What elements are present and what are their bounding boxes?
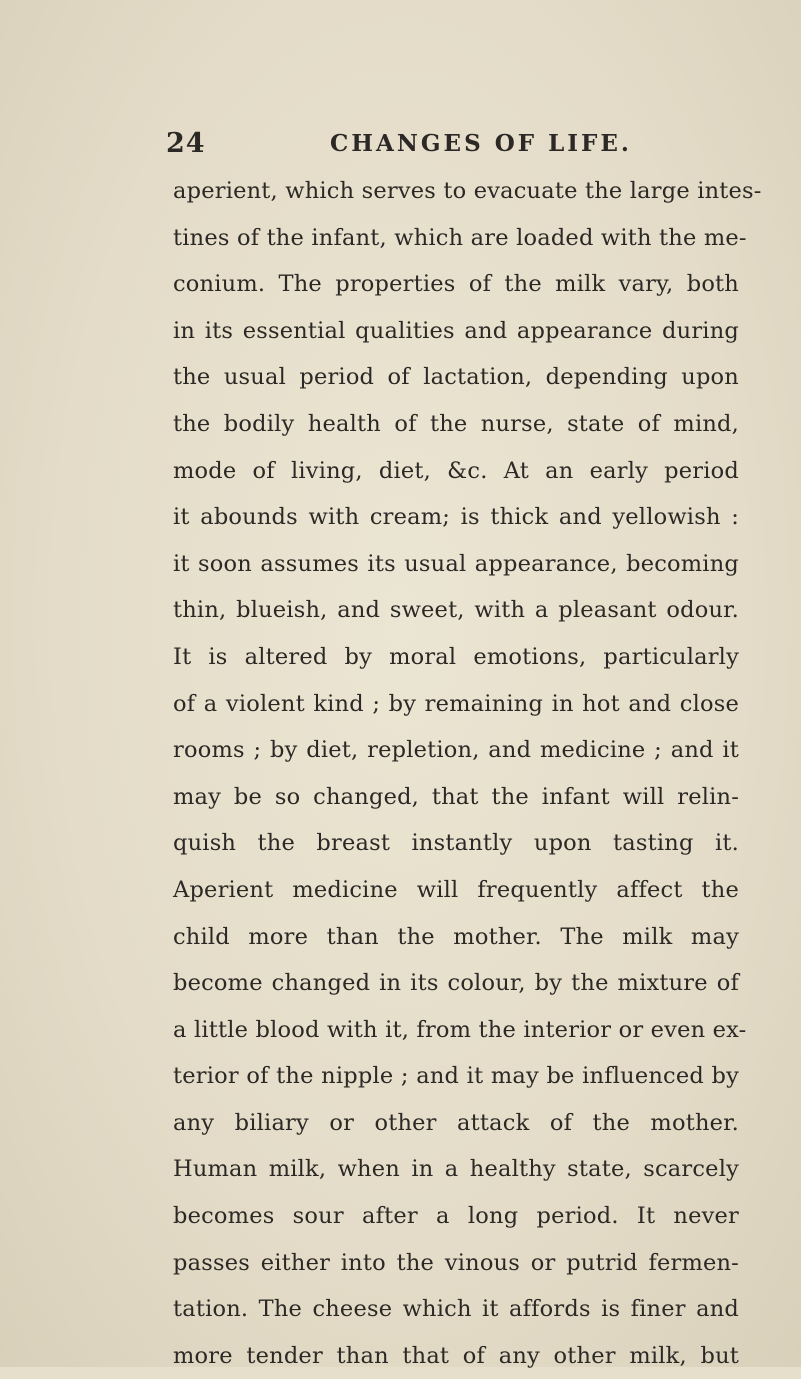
text-line: may be so changed, that the infant will relin- [173, 783, 739, 810]
running-head [0, 128, 801, 168]
text-line: Human milk, when in a healthy state, scarcely [173, 1156, 739, 1183]
text-line: It is altered by moral emotions, particularly [173, 643, 739, 670]
text-line: Aperient medicine will frequently affect the [173, 876, 739, 903]
page-heading: CHANGES OF LIFE. [330, 130, 632, 157]
text-line: any biliary or other attack of the mother. [173, 1109, 739, 1136]
text-line: more tender than that of any other milk, but [173, 1342, 739, 1369]
text-line: terior of the nipple ; and it may be influenced by [173, 1063, 739, 1090]
page-number: 24 [166, 128, 206, 159]
text-line: tation. The cheese which it affords is finer and [173, 1296, 739, 1323]
body-text [173, 168, 762, 1379]
text-line: it soon assumes its usual appearance, becoming [173, 550, 739, 577]
text-line: mode of living, diet, &c. At an early period [173, 457, 739, 484]
text-line: conium. The properties of the milk vary, both [173, 271, 739, 298]
text-line: it abounds with cream; is thick and yellowish : [173, 504, 739, 531]
text-line: a little blood with it, from the interior or even ex- [173, 1016, 747, 1043]
text-line: tines of the infant, which are loaded with the me- [173, 224, 747, 251]
text-line: aperient, which serves to evacuate the large intes- [173, 178, 762, 204]
text-line: in its essential qualities and appearance during [173, 317, 739, 344]
text-line: of a violent kind ; by remaining in hot and close [173, 690, 739, 717]
text-line: rooms ; by diet, repletion, and medicine ; and it [173, 737, 739, 764]
text-line: passes either into the vinous or putrid fermen- [173, 1249, 739, 1276]
text-line: become changed in its colour, by the mixture of [173, 970, 739, 997]
text-line: thin, blueish, and sweet, with a pleasant odour. [173, 597, 739, 624]
text-line: quish the breast instantly upon tasting it. [173, 830, 739, 857]
text-line: the usual period of lactation, depending upon [173, 364, 739, 391]
text-line: child more than the mother. The milk may [173, 923, 739, 950]
text-line: becomes sour after a long period. It never [173, 1203, 739, 1230]
text-line: the bodily health of the nurse, state of mind, [173, 410, 739, 437]
